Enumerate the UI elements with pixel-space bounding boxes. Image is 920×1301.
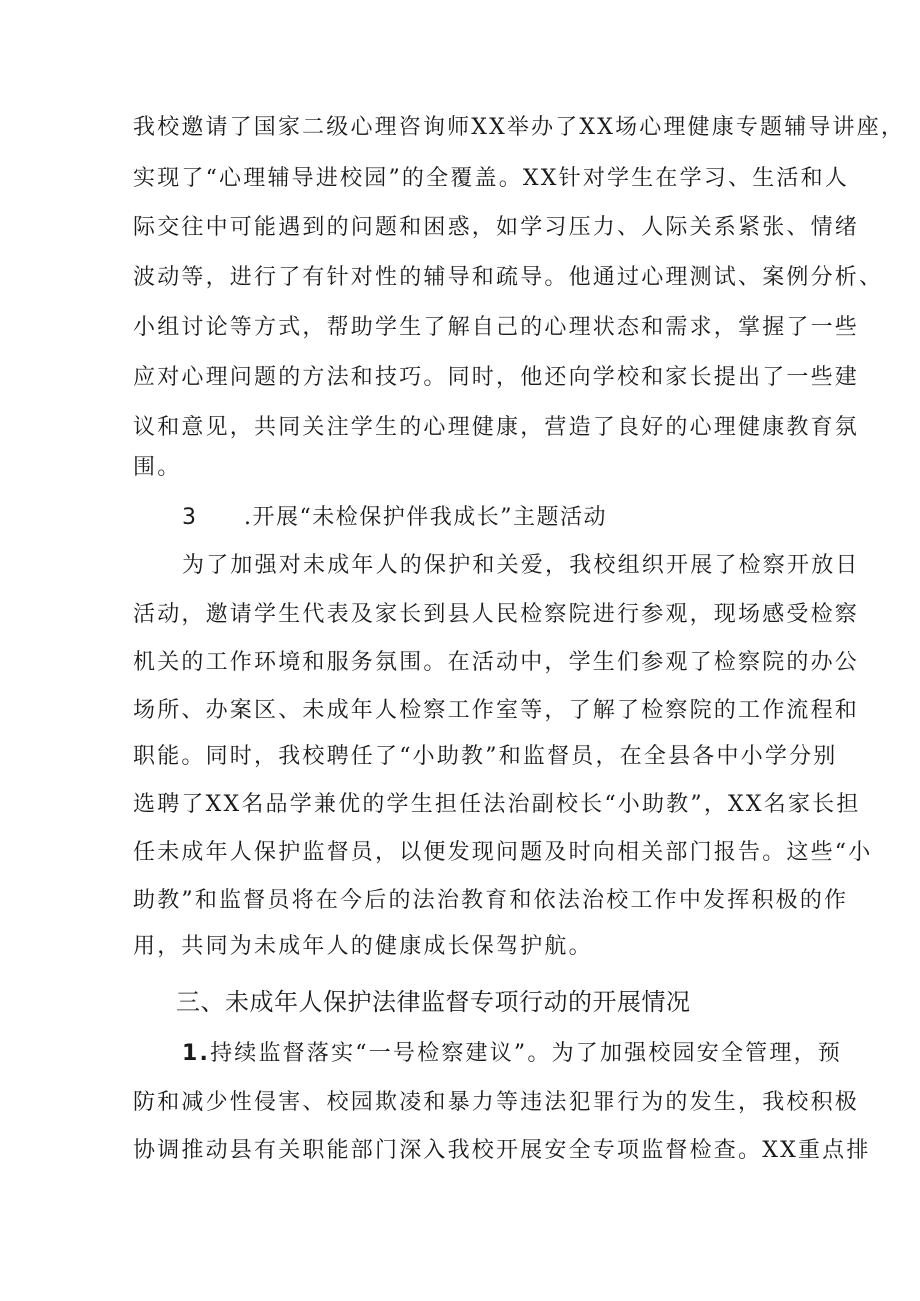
paragraph-2-line-6: 选聘了XX名品学兼优的学生担任法治副校长“小助教”，XX名家长担 xyxy=(133,792,861,817)
paragraph-2-line-3: 机关的工作环境和服务氛围。在活动中，学生们参观了检察院的办公 xyxy=(133,650,860,675)
paragraph-3-line-1 xyxy=(182,1039,842,1069)
paragraph-1-line-6: 应对心理问题的方法和技巧。同时，他还向学校和家长提出了一些建 xyxy=(133,365,860,390)
paragraph-1-line-4: 波动等，进行了有针对性的辅导和疏导。他通过心理测试、案例分析、 xyxy=(133,265,884,290)
paragraph-2-line-1: 为了加强对未成年人的保护和关爱，我校组织开展了检察开放日 xyxy=(182,553,860,578)
sub-heading-number: 3 xyxy=(182,505,198,530)
item-first-line-text: 持续监督落实“一号检察建议”。为了加强校园安全管理，预 xyxy=(210,1041,842,1066)
paragraph-1-line-5: 小组讨论等方式，帮助学生了解自己的心理状态和需求，掌握了一些 xyxy=(133,315,860,340)
paragraph-1-line-2: 实现了“心理辅导进校园”的全覆盖。XX针对学生在学习、生活和人 xyxy=(133,166,850,191)
paragraph-1-line-3: 际交往中可能遇到的问题和困惑，如学习压力、人际关系紧张、情绪 xyxy=(133,215,860,240)
paragraph-1-line-1: 我校邀请了国家二级心理咨询师XX举办了XX场心理健康专题辅导讲座， xyxy=(133,115,906,140)
sub-heading-text: .开展“未检保护伴我成长”主题活动 xyxy=(244,505,607,530)
paragraph-3-line-2: 防和减少性侵害、校园欺凌和暴力等违法犯罪行为的发生，我校积极 xyxy=(133,1090,860,1115)
paragraph-2-line-8: 助教”和监督员将在今后的法治教育和依法治校工作中发挥积极的作 xyxy=(133,888,849,913)
paragraph-3-line-3: 协调推动县有关职能部门深入我校开展安全专项监督检查。XX重点排 xyxy=(133,1138,871,1163)
paragraph-2-line-9: 用，共同为未成年人的健康成长保驾护航。 xyxy=(133,934,593,959)
item-number: 1. xyxy=(182,1041,211,1066)
paragraph-2-line-5: 职能。同时，我校聘任了“小助教”和监督员，在全县各中小学分别 xyxy=(133,744,838,769)
paragraph-2-line-7: 任未成年人保护监督员，以便发现问题及时向相关部门报告。这些“小 xyxy=(133,840,873,865)
paragraph-1-line-7: 议和意见，共同关注学生的心理健康，营造了良好的心理健康教育氛 xyxy=(133,415,860,440)
section-heading: 三、未成年人保护法律监督专项行动的开展情况 xyxy=(176,988,691,1016)
paragraph-1-line-8: 围。 xyxy=(133,455,182,480)
sub-heading-3 xyxy=(182,503,607,533)
paragraph-2-line-2: 活动，邀请学生代表及家长到县人民检察院进行参观，现场感受检察 xyxy=(133,602,860,627)
paragraph-2-line-4: 场所、办案区、未成年人检察工作室等，了解了检察院的工作流程和 xyxy=(133,698,860,723)
